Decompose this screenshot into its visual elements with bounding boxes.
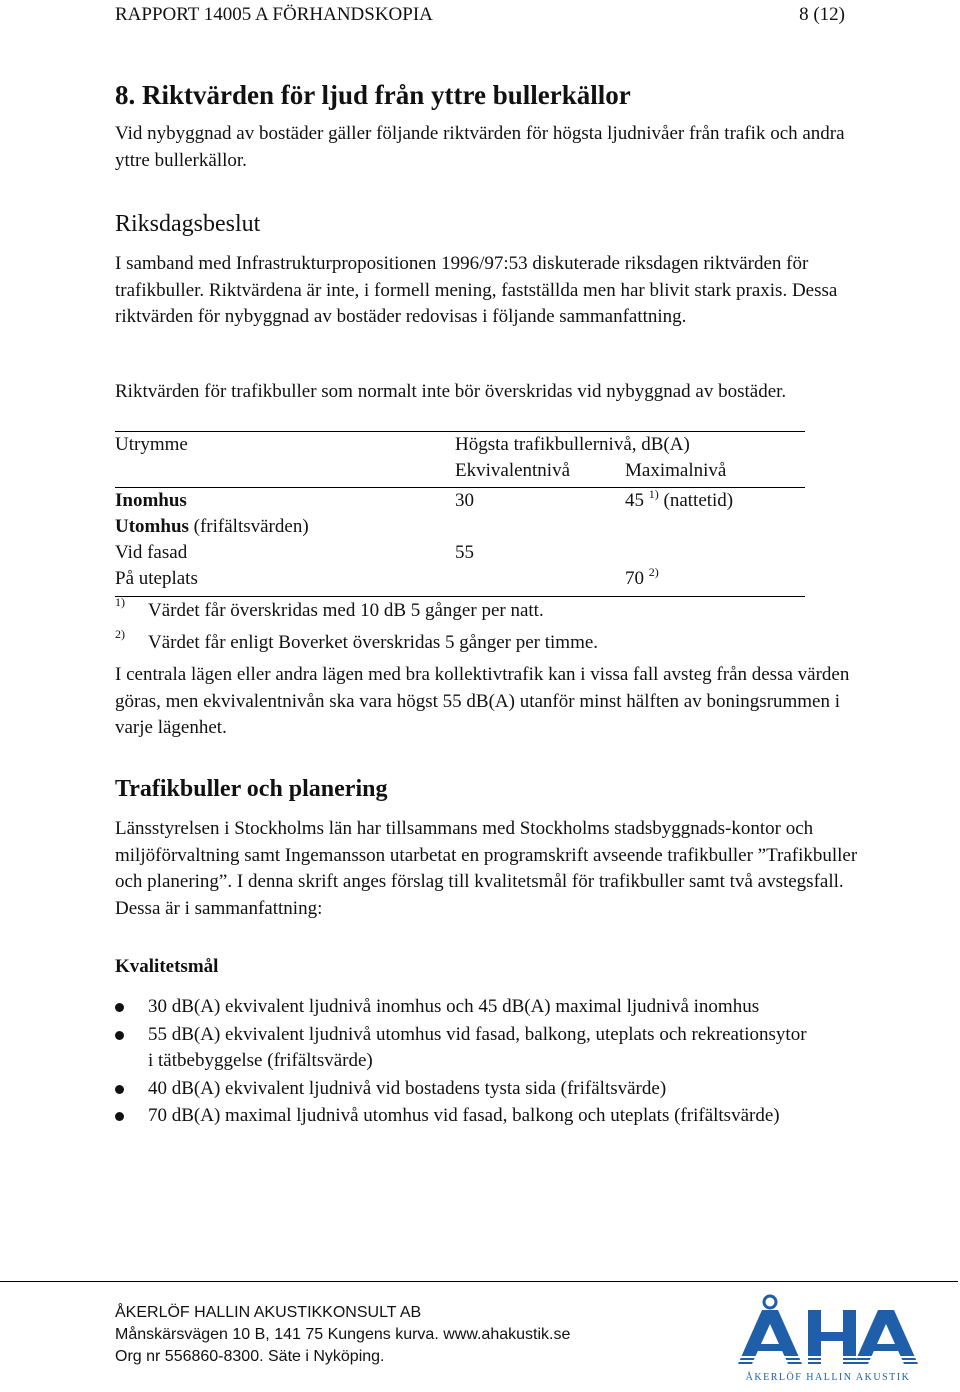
riksdag-heading: Riksdagsbeslut (115, 211, 261, 237)
page-number: 8 (12) (799, 4, 845, 25)
bullet-icon (115, 1085, 124, 1094)
footnote-text: Värdet får överskridas med 10 dB 5 gånger per natt. (148, 600, 544, 621)
row-max-sup: 1) (648, 487, 659, 501)
planning-paragraph: Länsstyrelsen i Stockholms län har tillsammans med Stockholms stadsbyggnads-kontor och miljöförvaltning samt Ingemansson utarbetat en programskrift avseende trafikbuller ”Trafikbuller och planering”. I denna skrift anges förslag till kvalitetsmål för trafikbuller samt två avstegsfall. Dessa är i sammanfattning: (115, 818, 858, 919)
table-row (115, 516, 815, 542)
footer-rule (0, 1281, 958, 1282)
table-row (115, 542, 815, 568)
row-label: På uteplats (115, 568, 198, 589)
aha-logo-icon (728, 1294, 928, 1386)
logo-text: ÅKERLÖF HALLIN AKUSTIK (745, 1372, 911, 1383)
col-max-header: Maximalnivå (625, 460, 727, 481)
row-max: 45 (625, 490, 644, 511)
list-item: 70 dB(A) maximal ljudnivå utomhus vid fasad, balkong och uteplats (frifältsvärde) (115, 1103, 815, 1130)
table-top-rule (115, 431, 805, 432)
bullet-icon (115, 1003, 124, 1012)
table-caption: Riktvärden för trafikbuller som normalt inte bör överskridas vid nybyggnad av bostäder. (115, 381, 787, 402)
col-level-header: Högsta trafikbullernivå, dB(A) (455, 434, 690, 455)
table-row (115, 487, 815, 516)
page-header (115, 4, 845, 26)
report-title: RAPPORT 14005 A FÖRHANDSKOPIA (115, 4, 433, 25)
row-label-note: (frifältsvärden) (193, 516, 309, 537)
row-eq: 55 (455, 542, 474, 563)
footnote-text: Värdet får enligt Boverket överskridas 5 gånger per timme. (148, 632, 599, 653)
footer-address: Månskärsvägen 10 B, 141 75 Kungens kurva. www.ahakustik.se (115, 1326, 571, 1343)
row-max: 70 (625, 568, 644, 589)
row-max-note: (nattetid) (663, 490, 734, 511)
footer-org: Org nr 556860-8300. Säte i Nyköping. (115, 1348, 385, 1365)
col-space-header: Utrymme (115, 434, 188, 455)
table-header-rule (115, 487, 805, 488)
planning-heading: Trafikbuller och planering (115, 776, 388, 802)
table-subheader-row (115, 460, 815, 486)
table-header-row (115, 434, 815, 460)
bullet-icon (115, 1112, 124, 1121)
company-logo (728, 1294, 928, 1386)
row-label: Vid fasad (115, 542, 188, 563)
quality-heading: Kvalitetsmål (115, 956, 219, 977)
intro-paragraph: Vid nybyggnad av bostäder gäller följande riktvärden för högsta ljudnivåer från trafik och andra yttre bullerkällor. (115, 123, 845, 171)
list-item: 40 dB(A) ekvivalent ljudnivå vid bostadens tysta sida (frifältsvärde) (115, 1076, 815, 1103)
table-bottom-rule (115, 596, 805, 597)
riksdag-paragraph: I samband med Infrastrukturpropositionen 1996/97:53 diskuterade riksdagen riktvärden för trafikbuller. Riktvärdena är inte, i formell mening, fastställda men har blivit stark praxis. Dessa riktvärden för nybyggnad av bostäder redovisas i följande sammanfattning. (115, 253, 838, 327)
row-label: Inomhus (115, 490, 187, 511)
central-paragraph: I centrala lägen eller andra lägen med bra kollektivtrafik kan i vissa fall avsteg från dessa värden göras, men ekvivalentnivån ska vara högst 55 dB(A) utanför minst hälften av boningsrummen i varje lägenhet. (115, 664, 850, 738)
list-item: 30 dB(A) ekvivalent ljudnivå inomhus och 45 dB(A) maximal ljudnivå inomhus (115, 994, 815, 1021)
section-heading: 8. Riktvärden för ljud från yttre bullerkällor (115, 80, 631, 110)
quality-list (115, 994, 815, 1131)
row-max-sup: 2) (648, 565, 659, 579)
footer (115, 1302, 570, 1368)
footnote-mark: 2) (115, 627, 125, 641)
row-label: Utomhus (115, 516, 189, 537)
footer-company: ÅKERLÖF HALLIN AKUSTIKKONSULT AB (115, 1304, 422, 1321)
table-row (115, 565, 815, 594)
col-eq-header: Ekvivalentnivå (455, 460, 571, 481)
list-item: 55 dB(A) ekvivalent ljudnivå utomhus vid fasad, balkong, uteplats och rekreationsytor i tätbebyggelse (frifältsvärde) (115, 1022, 815, 1075)
bullet-icon (115, 1031, 124, 1040)
row-eq: 30 (455, 490, 474, 511)
footnote-mark: 1) (115, 595, 125, 609)
